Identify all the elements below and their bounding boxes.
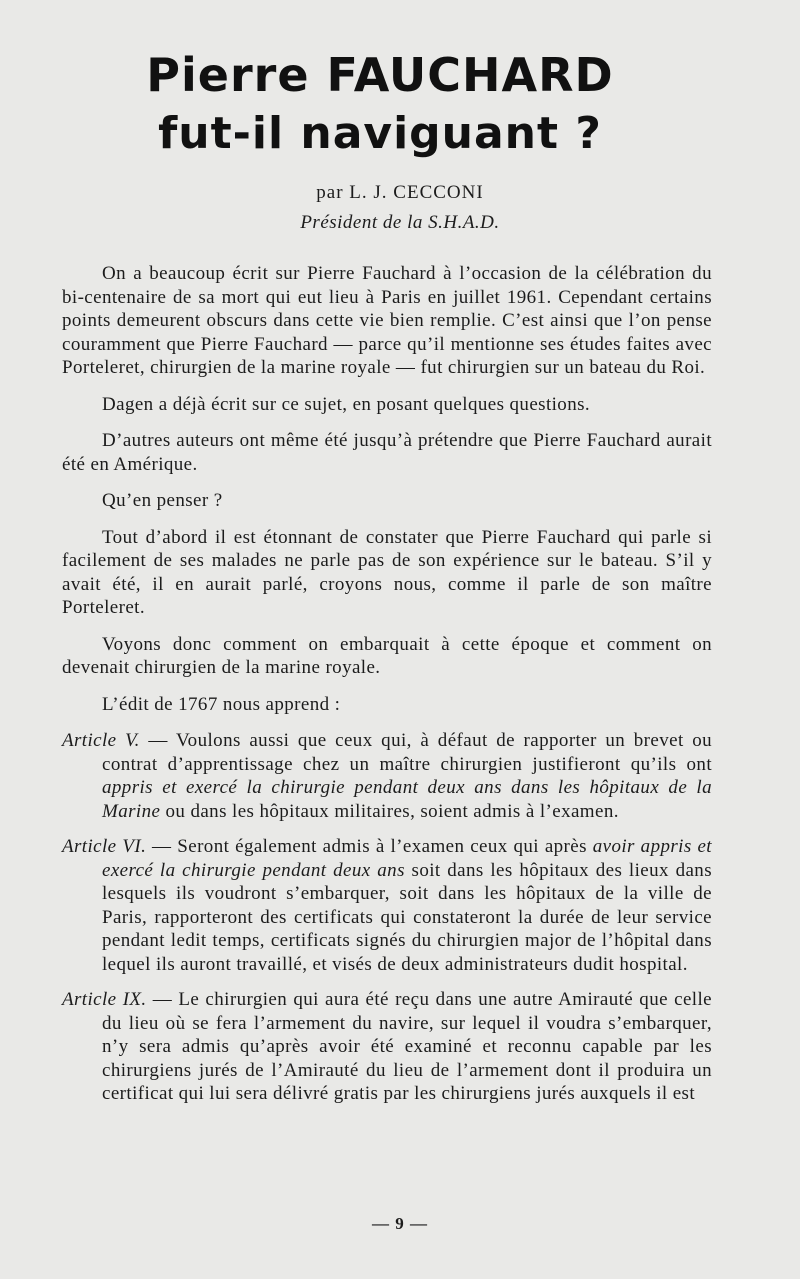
article-text: — Voulons aussi que ceux qui, à défaut de rapporter un brevet ou contrat d’apprentissage chez un maître chirurgien justifieront qu’ils ont — [102, 730, 712, 775]
paragraph: D’autres auteurs ont même été jusqu’à prétendre que Pierre Fauchard aurait été en Amérique. — [62, 430, 712, 475]
article-text: — Le chirurgien qui aura été reçu dans une autre Amirauté que celle du lieu où se fera l’armement du navire, sur lequel il voudra s’embarquer, n’y sera admis qu’après avoir été examiné et reconnu capable par les chirurgiens jurés de l’Amirauté du lieu de l’armement dont il produira un certificat qui lui sera délivré gratis par les chirurgiens jurés auxquels il est — [102, 989, 712, 1104]
article-label: Article V. — [62, 730, 140, 751]
paragraph: Dagen a déjà écrit sur ce sujet, en posant quelques questions. — [102, 393, 591, 415]
paragraph: On a beaucoup écrit sur Pierre Fauchard à l’occasion de la célébration du bi-centenaire de sa mort qui eut lieu à Paris en juillet 1961. Cependant certains points demeurent obscurs dans cette vie bien remplie. C’est ainsi que l’on pense couramment que Pierre Fauchard — parce qu’il mentionne ses études faites avec Porteleret, chirurgien de la marine royale — fut chirurgien sur un bateau du Roi. — [62, 263, 712, 378]
article-vi — [62, 835, 712, 976]
byline: par L. J. CECCONI — [316, 182, 484, 203]
article-ix — [62, 988, 712, 1106]
article-label: Article VI. — [62, 836, 147, 857]
article-label: Article IX. — [62, 989, 147, 1010]
paragraph: Qu’en penser ? — [102, 490, 223, 511]
author-role: Président de la S.H.A.D. — [300, 212, 500, 233]
page-number: — 9 — — [372, 1214, 428, 1233]
article-emphasis: avoir appris et exercé la chirurgie pendant deux ans — [102, 836, 712, 881]
article-text: — Seront également admis à l’examen ceux qui après — [146, 836, 593, 857]
article-body — [62, 262, 712, 1118]
title-line-2: fut-il naviguant ? — [158, 108, 602, 159]
title-line-1: Pierre FAUCHARD — [146, 48, 614, 102]
article-v — [62, 729, 712, 823]
article-text: soit dans les hôpitaux des lieux dans lesquels ils voudront s’embarquer, soit dans les hôpitaux de la ville de Paris, rapporteront des certificats qui constateront la durée de leur service pendant ledit temps, certificats signés du chirurgien major de l’hôpital dans lequel ils auront travaillé, et visés de deux administrateurs dudit hospital. — [102, 859, 712, 975]
article-text: ou dans les hôpitaux militaires, soient admis à l’examen. — [160, 800, 619, 822]
paragraph: Voyons donc comment on embarquait à cette époque et comment on devenait chirurgien de la marine royale. — [62, 633, 712, 678]
article-emphasis: appris et exercé la chirurgie pendant deux ans dans les hôpitaux de la Marine — [102, 777, 712, 822]
paragraph: Tout d’abord il est étonnant de constater que Pierre Fauchard qui parle si facilement de ses malades ne parle pas de son expérience sur le bateau. S’il y avait été, il en aurait parlé, croyons nous, comme il parle de son maître Porteleret. — [62, 526, 712, 618]
paragraph: L’édit de 1767 nous apprend : — [102, 693, 341, 715]
